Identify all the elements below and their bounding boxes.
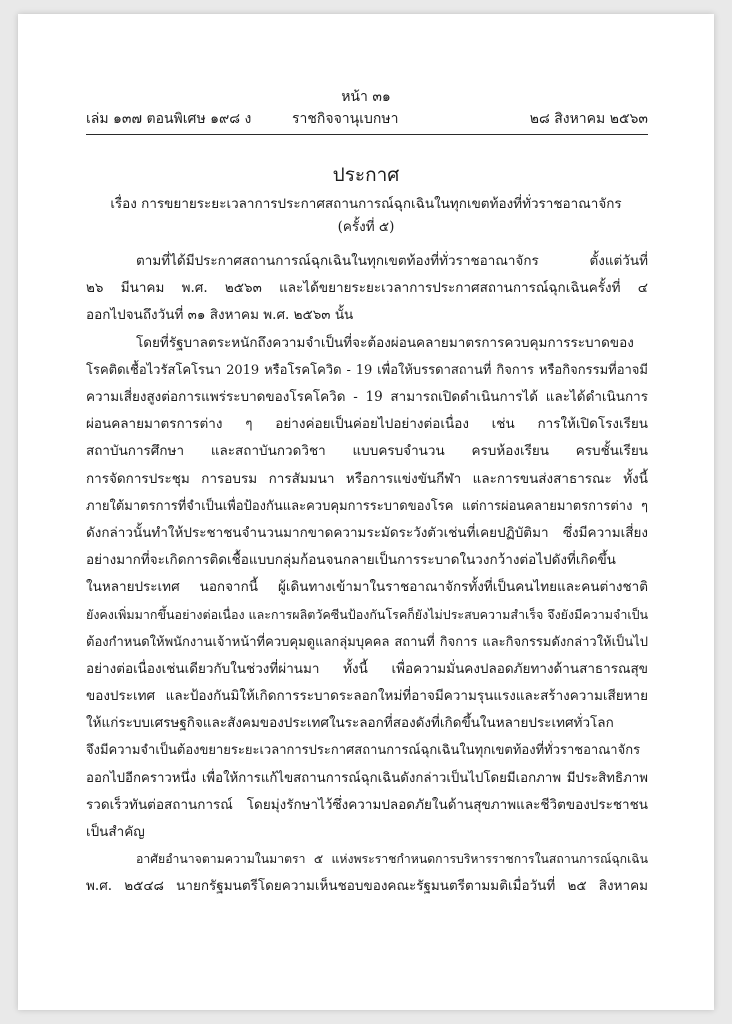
body-line: การจัดการประชุม การอบรม การสัมมนา หรือการแข่งขันกีฬา และการขนส่งสาธารณะ ทั้งนี้ xyxy=(86,470,648,487)
body-line: ตามที่ได้มีประกาศสถานการณ์ฉุกเฉินในทุกเขตท้องที่ทั่วราชอาณาจักร ตั้งแต่วันที่ xyxy=(136,253,648,269)
page-number: หน้า ๓๑ xyxy=(341,89,391,105)
publication-date: ๒๘ สิงหาคม ๒๕๖๓ xyxy=(529,111,648,127)
body-line: อย่างมากที่จะเกิดการติดเชื้อแบบกลุ่มก้อนจนกลายเป็นการระบาดในวงกว้างต่อไปดังที่เกิดขึ้น xyxy=(86,552,616,569)
document-subject: เรื่อง การขยายระยะเวลาการประกาศสถานการณ์ฉุกเฉินในทุกเขตท้องที่ทั่วราชอาณาจักร xyxy=(110,196,622,212)
body-line: ยังคงเพิ่มมากขึ้นอย่างต่อเนื่อง และการผลิตวัคซีนป้องกันโรคก็ยังไม่ประสบความสำเร็จ จึงยังมีความจำเป็น xyxy=(86,607,648,623)
document-title: ประกาศ xyxy=(332,164,400,186)
body-line: จึงมีความจำเป็นต้องขยายระยะเวลาการประกาศสถานการณ์ฉุกเฉินในทุกเขตท้องที่ทั่วราชอาณาจักร xyxy=(86,743,641,759)
publication-name: ราชกิจจานุเบกษา xyxy=(292,111,399,127)
body-line: ดังกล่าวนั้นทำให้ประชาชนจำนวนมากขาดความระมัดระวังตัวเช่นที่เคยปฏิบัติมา ซึ่งมีความเสี่ยง xyxy=(86,524,648,541)
document-body xyxy=(86,248,648,901)
body-line: อย่างต่อเนื่องเช่นเดียวกับในช่วงที่ผ่านมา ทั้งนี้ เพื่อความมั่นคงปลอดภัยทางด้านสาธารณสุข xyxy=(86,660,648,677)
document-page xyxy=(18,14,714,1010)
body-line: พ.ศ. ๒๕๔๘ นายกรัฐมนตรีโดยความเห็นชอบของคณะรัฐมนตรีตามมติเมื่อวันที่ ๒๕ สิงหาคม xyxy=(86,878,648,895)
body-line: ภายใต้มาตรการที่จำเป็นเพื่อป้องกันและควบคุมการระบาดของโรค แต่การผ่อนคลายมาตรการต่าง ๆ xyxy=(86,498,648,514)
body-line: โดยที่รัฐบาลตระหนักถึงความจำเป็นที่จะต้องผ่อนคลายมาตรการควบคุมการระบาดของ xyxy=(136,334,634,351)
body-line: อาศัยอำนาจตามความในมาตรา ๕ แห่งพระราชกำหนดการบริหารราชการในสถานการณ์ฉุกเฉิน xyxy=(136,852,648,867)
body-line: สถาบันการศึกษา และสถาบันกวดวิชา แบบครบจำนวน ครบห้องเรียน ครบชั้นเรียน xyxy=(86,443,648,460)
body-line: โรคติดเชื้อไวรัสโคโรนา 2019 หรือโรคโควิด - 19 เพื่อให้บรรดาสถานที่ กิจการ หรือกิจกรรมที่อาจมี xyxy=(86,362,648,378)
header-divider xyxy=(86,134,648,135)
body-line: เป็นสำคัญ xyxy=(86,823,145,840)
body-line: ๒๖ มีนาคม พ.ศ. ๒๕๖๓ และได้ขยายระยะเวลาการประกาศสถานการณ์ฉุกเฉินครั้งที่ ๔ xyxy=(86,280,648,297)
body-line: ออกไปจนถึงวันที่ ๓๑ สิงหาคม พ.ศ. ๒๕๖๓ นั้น xyxy=(86,307,354,324)
body-line: ของประเทศ และป้องกันมิให้เกิดการระบาดระลอกใหม่ที่อาจมีความรุนแรงและสร้างความเสียหาย xyxy=(86,688,648,704)
body-line: ต้องกำหนดให้พนักงานเจ้าหน้าที่ควบคุมดูแลกลุ่มบุคคล สถานที่ กิจการ และกิจกรรมดังกล่าวให้เป็นไป xyxy=(86,634,648,650)
body-line: ผ่อนคลายมาตรการต่าง ๆ อย่างค่อยเป็นค่อยไปอย่างต่อเนื่อง เช่น การให้เปิดโรงเรียน xyxy=(86,416,648,433)
body-line: ความเสี่ยงสูงต่อการแพร่ระบาดของโรคโควิด - 19 สามารถเปิดดำเนินการได้ และได้ดำเนินการ xyxy=(86,388,648,405)
gazette-header xyxy=(86,108,648,130)
body-line: ในหลายประเทศ นอกจากนี้ ผู้เดินทางเข้ามาในราชอาณาจักรทั้งที่เป็นคนไทยและคนต่างชาติ xyxy=(86,579,648,596)
body-line: รวดเร็วทันต่อสถานการณ์ โดยมุ่งรักษาไว้ซึ่งความปลอดภัยในด้านสุขภาพและชีวิตของประชาชน xyxy=(86,796,648,813)
body-line: ให้แก่ระบบเศรษฐกิจและสังคมของประเทศในระลอกที่สองดังที่เกิดขึ้นในหลายประเทศทั่วโลก xyxy=(86,715,614,732)
body-line: ออกไปอีกคราวหนึ่ง เพื่อให้การแก้ไขสถานการณ์ฉุกเฉินดังกล่าวเป็นไปโดยมีเอกภาพ มีประสิทธิภาพ xyxy=(86,770,648,786)
volume-info: เล่ม ๑๓๗ ตอนพิเศษ ๑๙๘ ง xyxy=(86,111,252,127)
document-round: (ครั้งที่ ๕) xyxy=(337,219,395,235)
